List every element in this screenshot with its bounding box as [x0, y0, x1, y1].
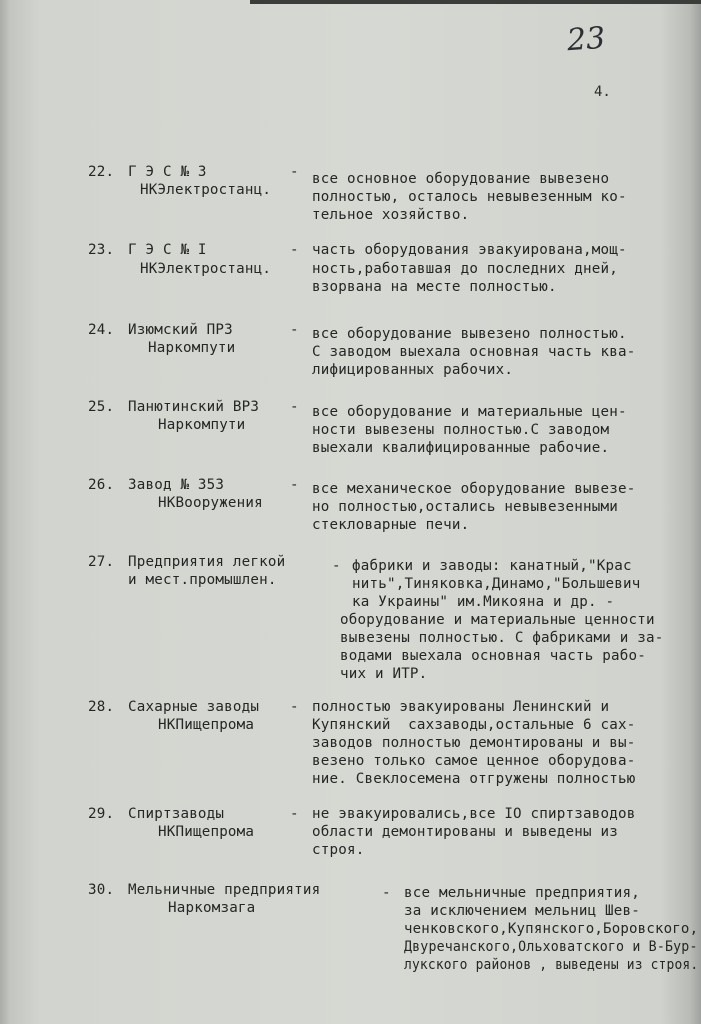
entry-desc-line: полностью, осталось невывезенным ко- [312, 189, 627, 205]
entry-org-line: Панютинский ВРЗ [128, 399, 260, 415]
entry-desc-line: не эвакуировались,все IO спиртзаводов [312, 806, 636, 822]
entry-desc-line: вывезены полностью. С фабриками и за- [340, 630, 664, 646]
entry-desc-line: фабрики и заводы: канатный,"Крас [352, 558, 632, 574]
entry-dash: - [290, 164, 299, 180]
entry-desc-line: ние. Свеклосемена отгружены полностью [312, 771, 636, 787]
entry-org-line: Наркомпути [148, 340, 236, 356]
entry-desc-line: строя. [312, 842, 365, 858]
entry-desc-line: все основное оборудование вывезено [312, 171, 610, 187]
entry-desc-line: ность,работавшая до последних дней, [312, 261, 618, 277]
entry-number: 22. [88, 164, 115, 180]
entry-desc-line: все механическое оборудование вывезе- [312, 481, 636, 497]
entry-number: 28. [88, 699, 115, 715]
entry-desc-line: все мельничные предприятия, [404, 885, 641, 901]
entry-desc-line: ка Украины" им.Микояна и др. - [352, 594, 615, 610]
entry-org-line: Г Э С № 3 [128, 164, 207, 180]
entry-org-line: Сахарные заводы [128, 699, 260, 715]
entry-org-line: Наркомпути [158, 417, 246, 433]
entry-desc-line: области демонтированы и выведены из [312, 824, 618, 840]
entry-org-line: Г Э С № I [128, 242, 207, 258]
entry-desc-line: нить",Тиняковка,Динамо,"Большевич [352, 576, 641, 592]
entry-desc-line: Купянский сахзаводы,остальные 6 сах- [312, 717, 636, 733]
handwritten-page-number: 23 [565, 20, 607, 59]
entry-desc-line: все оборудование и материальные цен- [312, 404, 627, 420]
entry-org-line: НКВооружения [158, 495, 263, 511]
entry-desc-line: за исключением мельниц Шев- [404, 903, 641, 919]
entry-org-line: Завод № 353 [128, 477, 225, 493]
entry-desc-line: ченковского,Купянского,Боровского, [404, 921, 699, 937]
entry-org-line: НКЭлектростанц. [140, 261, 272, 277]
entry-desc-line: водами выехала основная часть рабо- [340, 648, 646, 664]
entry-desc-line: взорвана на месте полностью. [312, 279, 557, 295]
entry-dash: - [290, 399, 299, 415]
entry-desc-line: чих и ИТР. [340, 666, 428, 682]
entry-org-line: НКПищепрома [158, 824, 255, 840]
entry-org-line: Мельничные предприятия [128, 882, 321, 898]
entry-desc-line: заводов полностью демонтированы и вы- [312, 735, 636, 751]
entry-desc-line: Двуречанского,Ольховатского и В-Бур- [404, 939, 698, 955]
entry-number: 25. [88, 399, 115, 415]
entry-org-line: и мест.промышлен. [128, 572, 277, 588]
entry-desc-line: все оборудование вывезено полностью. [312, 326, 627, 342]
entry-number: 29. [88, 806, 115, 822]
entry-dash: - [290, 806, 299, 822]
entry-dash: - [290, 699, 299, 715]
entry-desc-line: лифицированных рабочих. [312, 362, 514, 378]
entry-dash: - [332, 558, 341, 574]
entry-desc-line: тельное хозяйство. [312, 207, 470, 223]
entry-dash: - [382, 885, 391, 901]
entry-desc-line: везено только самое ценное оборудова- [312, 753, 636, 769]
entry-org-line: НКПищепрома [158, 717, 255, 733]
entry-dash: - [290, 477, 299, 493]
entry-number: 26. [88, 477, 115, 493]
entry-org-line: Наркомзага [168, 900, 256, 916]
entry-desc-line: лукского районов , выведены из строя. [404, 957, 699, 973]
entry-number: 30. [88, 882, 115, 898]
page-number: 4. [594, 84, 611, 100]
entry-dash: - [290, 242, 299, 258]
scan-edge [250, 0, 701, 4]
entry-org-line: НКЭлектростанц. [140, 182, 272, 198]
entry-desc-line: стекловарные печи. [312, 517, 470, 533]
entry-number: 27. [88, 554, 115, 570]
entry-number: 23. [88, 242, 115, 258]
entry-desc-line: но полностью,остались невывезенными [312, 499, 618, 515]
entry-org-line: Изюмский ПРЗ [128, 322, 233, 338]
entry-desc-line: выехали квалифицированные рабочие. [312, 440, 610, 456]
entry-org-line: Предприятия легкой [128, 554, 286, 570]
entry-desc-line: С заводом выехала основная часть ква- [312, 344, 636, 360]
entry-desc-line: полностью эвакуированы Ленинский и [312, 699, 610, 715]
entry-desc-line: часть оборудования эвакуирована,мощ- [312, 242, 627, 258]
entry-org-line: Спиртзаводы [128, 806, 225, 822]
entry-desc-line: оборудование и материальные ценности [340, 612, 655, 628]
entry-dash: - [290, 322, 299, 338]
entry-desc-line: ности вывезены полностью.С заводом [312, 422, 610, 438]
entry-number: 24. [88, 322, 115, 338]
